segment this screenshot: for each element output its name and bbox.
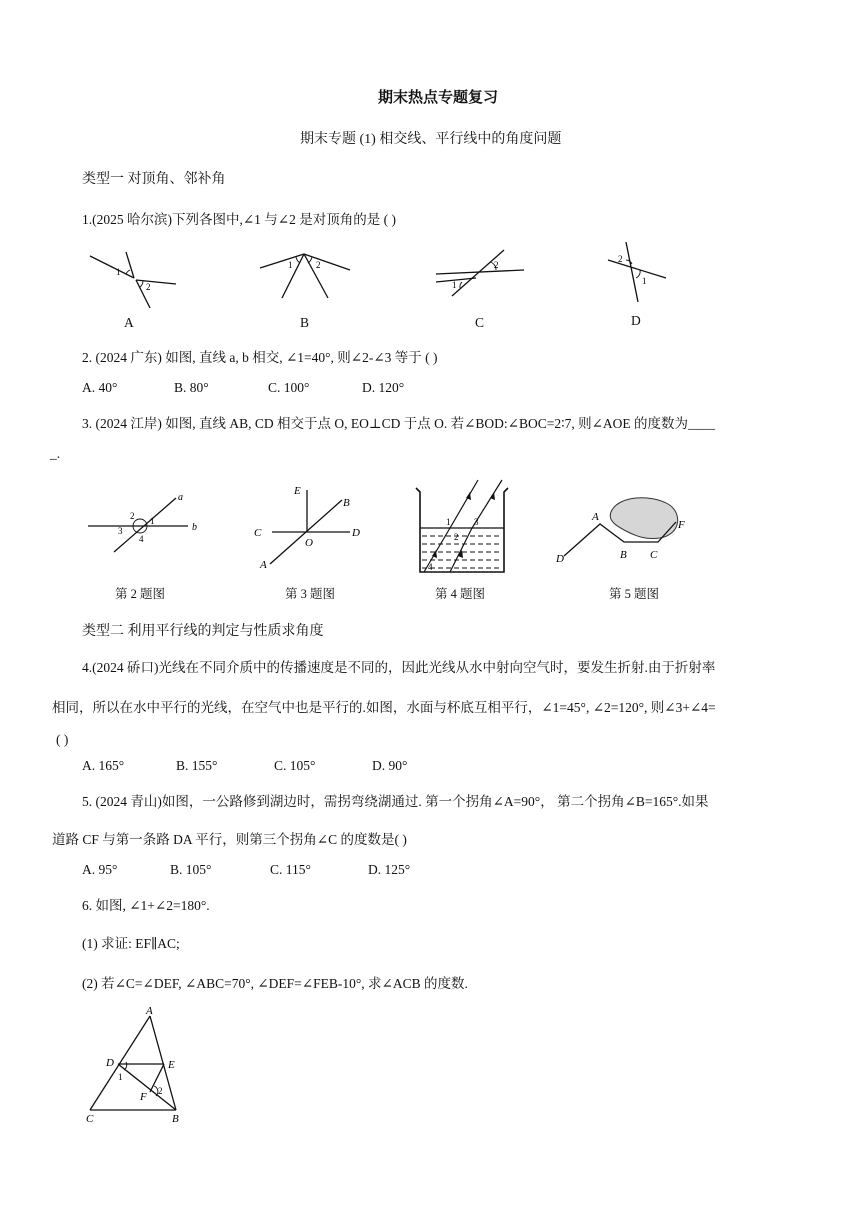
fig2-angle-4: 4 (139, 534, 144, 544)
question-2-text: 2. (2024 广东) 如图, 直线 a, b 相交, ∠1=40°, 则∠2-∠3 等于 ( ) (82, 350, 438, 365)
q5-option-c: C. 115° (270, 862, 311, 877)
page-subtitle: 期末专题 (1) 相交线、平行线中的角度问题 (300, 132, 562, 147)
fig6-angle-2: 2 (158, 1086, 163, 1096)
figure-3 (250, 482, 366, 572)
q1-option-c-label: C (475, 315, 485, 330)
q1-option-a-label: A (124, 315, 134, 330)
fig3-label-c: C (254, 527, 262, 539)
question-6-text: 6. 如图, ∠1+∠2=180°. (82, 898, 210, 913)
fig4-angle-1: 1 (446, 517, 451, 527)
fig6-label-d: D (106, 1057, 114, 1069)
question-3-text: 3. (2024 江岸) 如图, 直线 AB, CD 相交于点 O, EO⊥CD 于点 O. 若∠BOD:∠BOC=2∶7, 则∠AOE 的度数为____ (82, 416, 716, 431)
question-1-text: 1.(2025 哈尔滨)下列各图中,∠1 与∠2 是对顶角的是 ( ) (82, 212, 396, 227)
q2-option-c: C. 100° (268, 380, 310, 395)
q4-option-c: C. 105° (274, 758, 316, 773)
fig2-angle-3: 3 (118, 526, 123, 536)
q2-option-b: B. 80° (174, 380, 209, 395)
fig3-label-d: D (352, 527, 360, 539)
fig5-label-f: F (678, 519, 685, 531)
angle-label: 2 (494, 260, 499, 270)
fig3-label-b: B (343, 497, 350, 509)
q1-figure-b (258, 248, 354, 300)
question-6-part-2: (2) 若∠C=∠DEF, ∠ABC=70°, ∠DEF=∠FEB-10°, 求∠ACB 的度数. (82, 976, 468, 991)
q1-option-b-label: B (300, 315, 310, 330)
q1-figure-c (432, 248, 528, 300)
fig2-line-a-label: a (178, 492, 183, 503)
figure-2 (86, 486, 206, 556)
fig5-label-d: D (556, 553, 564, 565)
fig6-label-e: E (168, 1059, 175, 1071)
fig6-label-c: C (86, 1113, 94, 1125)
angle-label: 1 (642, 276, 647, 286)
q1-figure-d (604, 240, 670, 304)
fig4-angle-4: 4 (428, 562, 433, 572)
question-4-line-3: ( ) (56, 732, 69, 747)
fig2-angle-1: 1 (150, 516, 155, 526)
angle-label: 2 (316, 260, 321, 270)
q1-option-d-label: D (631, 313, 641, 328)
fig6-angle-1: 1 (118, 1072, 123, 1082)
fig2-angle-2: 2 (130, 511, 135, 521)
q4-option-a: A. 165° (82, 758, 125, 773)
question-6-part-1: (1) 求证: EF∥AC; (82, 936, 180, 951)
angle-label: 1 (116, 267, 121, 277)
question-5-line-1: 5. (2024 青山)如图，一公路修到湖边时，需拐弯绕湖通过. 第一个拐角∠A=90°， 第二个拐角∠B=165°.如果 (82, 794, 709, 809)
q2-option-d: D. 120° (362, 380, 405, 395)
figure-5-caption: 第 5 题图 (608, 587, 659, 601)
q2-option-a: A. 40° (82, 380, 118, 395)
q4-option-b: B. 155° (176, 758, 218, 773)
question-5-line-2: 道路 CF 与第一条路 DA 平行，则第三个拐角∠C 的度数是( ) (52, 832, 407, 847)
figure-3-caption: 第 3 题图 (284, 587, 335, 601)
figure-2-caption: 第 2 题图 (114, 587, 165, 601)
fig5-label-a: A (592, 511, 599, 523)
figure-6 (80, 1002, 200, 1128)
angle-label: 1 (288, 260, 293, 270)
fig3-label-e: E (294, 485, 301, 497)
q5-option-d: D. 125° (368, 862, 411, 877)
figure-4 (410, 478, 514, 578)
fig5-label-c: C (650, 549, 658, 561)
fig6-label-a: A (146, 1005, 153, 1017)
section-2-heading: 类型二 利用平行线的判定与性质求角度 (82, 624, 324, 639)
angle-label: 1 (452, 280, 457, 290)
fig6-label-f: F (140, 1091, 147, 1103)
fig2-line-b-label: b (192, 522, 197, 533)
fig5-label-b: B (620, 549, 627, 561)
angle-label: 2 (618, 254, 623, 264)
q5-option-b: B. 105° (170, 862, 212, 877)
q5-option-a: A. 95° (82, 862, 118, 877)
section-1-heading: 类型一 对顶角、邻补角 (82, 172, 226, 187)
fig3-label-o: O (305, 537, 313, 549)
fig4-angle-3: 3 (474, 517, 479, 527)
angle-label: 2 (146, 282, 151, 292)
page-title: 期末热点专题复习 (378, 88, 499, 106)
question-4-line-1: 4.(2024 硚口)光线在不同介质中的传播速度是不同的，因此光线从水中射向空气时，要发生折射.由于折射率 (82, 660, 716, 675)
fig3-label-a: A (260, 559, 267, 571)
q1-figure-a (88, 248, 180, 310)
figure-4-caption: 第 4 题图 (434, 587, 485, 601)
question-3-tail: _. (50, 446, 61, 461)
q4-option-d: D. 90° (372, 758, 408, 773)
question-4-line-2: 相同，所以在水中平行的光线，在空气中也是平行的.如图，水面与杯底互相平行，∠1=45°, ∠2=120°, 则∠3+∠4= (52, 700, 716, 715)
fig6-label-b: B (172, 1113, 179, 1125)
fig4-angle-2: 2 (454, 532, 459, 542)
figure-5 (550, 492, 700, 570)
